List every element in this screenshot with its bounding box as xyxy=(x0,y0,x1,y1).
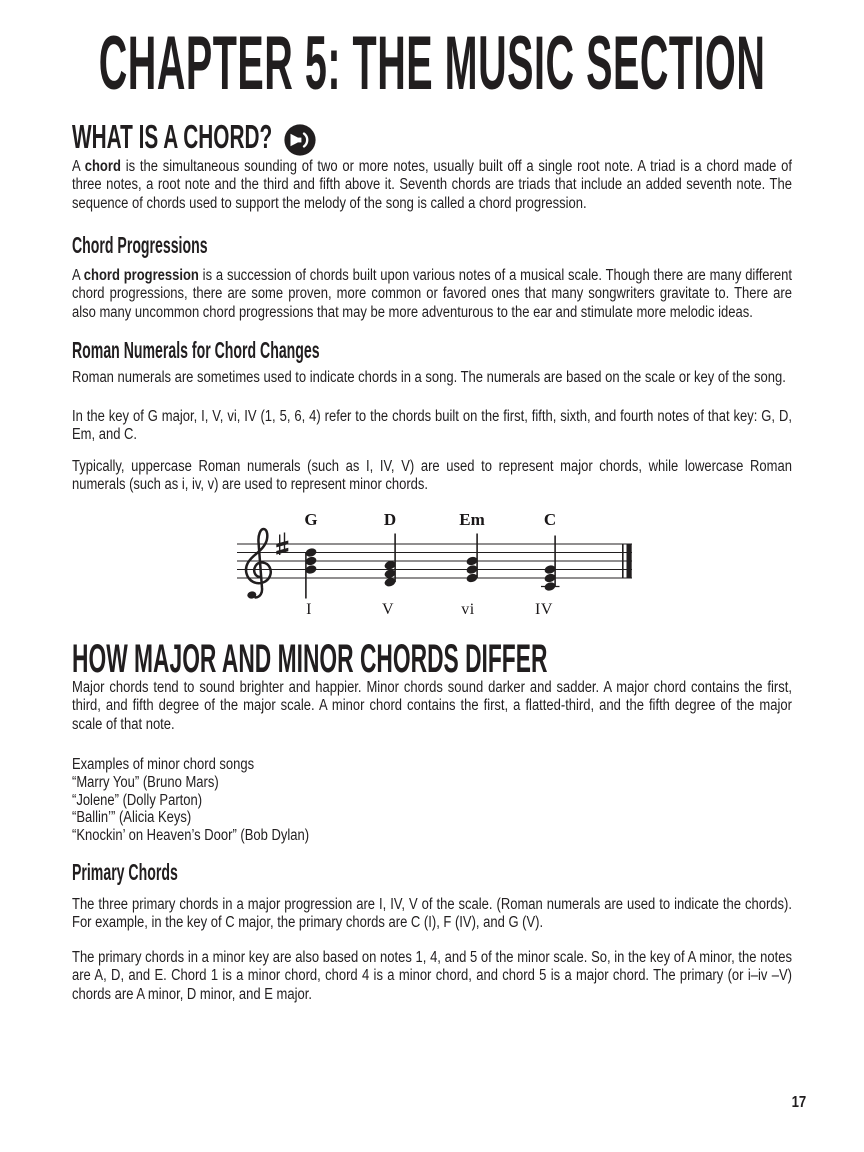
bold-term-chord: chord xyxy=(84,158,121,175)
subheading-roman-numerals: Roman Numerals for Chord Changes xyxy=(72,337,320,363)
paragraph-primary-chords-2: The primary chords in a minor key are also based on notes 1, 4, and 5 of the minor scale. So, in the key of A minor, the notes are A, D, and E. Chord 1 is a minor chord, chord 4 is a minor chord, and chord 5 is a major chord. The primary (or i–iv –V) chords are A minor, D minor, and E major. xyxy=(72,949,792,1003)
section-heading-major-minor: HOW MAJOR AND MINOR CHORDS DIFFER xyxy=(72,637,548,681)
text-run: is a succession of chords built upon various notes of a musical scale. Though there are many different chord progressions, there are some proven, more common or favored ones that many songwriters gravitate to. There are also many uncommon chord progressions that may be more adventurous to the ear and stimulate more melodic ideas. xyxy=(72,267,792,321)
roman-numeral: I xyxy=(306,601,312,618)
treble-clef xyxy=(246,529,271,599)
chord-d xyxy=(382,510,396,618)
chord-notation-figure xyxy=(230,503,640,621)
chord-g xyxy=(304,510,317,618)
minor-chord-song-examples xyxy=(72,756,792,845)
staff-lines xyxy=(237,544,632,578)
chord-c xyxy=(535,510,559,618)
subheading-primary-chords: Primary Chords xyxy=(72,859,178,885)
text-run: A xyxy=(72,158,85,175)
audio-play-button[interactable] xyxy=(283,123,317,157)
section-heading-what-is-a-chord: WHAT IS A CHORD? xyxy=(72,118,273,155)
bold-term-chord-progression: chord progression xyxy=(83,267,199,284)
paragraph-roman-numerals-1: Roman numerals are sometimes used to indicate chords in a song. The numerals are based on the scale or key of the song. xyxy=(72,369,786,386)
song-item: “Knockin’ on Heaven’s Door” (Bob Dylan) xyxy=(72,827,310,845)
paragraph-what-is-a-chord xyxy=(72,158,792,213)
paragraph-roman-numerals-3: Typically, uppercase Roman numerals (such as I, IV, V) are used to represent major chords, while lowercase Roman numerals (such as i, iv, v) are used to represent minor chords. xyxy=(72,458,792,494)
chapter-title-row xyxy=(0,21,864,106)
chord-label: Em xyxy=(459,510,485,529)
examples-intro: Examples of minor chord songs xyxy=(72,756,255,773)
subheading-chord-progressions: Chord Progressions xyxy=(72,232,208,258)
sharp-key-signature xyxy=(276,533,288,556)
chord-label: D xyxy=(383,510,397,529)
text-run: A xyxy=(72,267,84,284)
song-item: “Ballin’” (Alicia Keys) xyxy=(72,809,192,827)
final-barline xyxy=(622,544,632,578)
page-number: 17 xyxy=(791,1094,806,1111)
paragraph-roman-numerals-2: In the key of G major, I, V, vi, IV (1, 5, 6, 4) refer to the chords built on the first, fifth, sixth, and fourth notes of that key: G, D, Em, and C. xyxy=(72,408,792,444)
roman-numeral: vi xyxy=(461,601,475,618)
chord-label: G xyxy=(304,510,318,529)
text-run: is the simultaneous sounding of two or more notes, usually built off a single root note. A triad is a chord made of three notes, a root note and the third and fifth above it. Seventh chords are triads that include an added seventh note. The sequence of chords used to support the melody of the song is called a chord progression. xyxy=(72,158,792,212)
chord-label: C xyxy=(543,510,557,529)
roman-numeral: IV xyxy=(535,601,553,618)
paragraph-chord-progressions xyxy=(72,267,792,322)
song-item: “Jolene” (Dolly Parton) xyxy=(72,791,203,809)
paragraph-primary-chords-1: The three primary chords in a major progression are I, IV, V of the scale. (Roman numerals are used to indicate the chords). For example, in the key of C major, the primary chords are C (I), F (IV), and G (V). xyxy=(72,896,792,932)
chord-em xyxy=(459,510,485,618)
speaker-audio-icon xyxy=(283,123,317,157)
roman-numeral: V xyxy=(381,601,395,618)
chapter-title: CHAPTER 5: THE MUSIC SECTION xyxy=(98,21,766,106)
paragraph-major-minor: Major chords tend to sound brighter and happier. Minor chords sound darker and sadder. A major chord contains the first, third, and fifth degree of the major scale. A minor chord contains the first, a flatted-third, and the fifth degree of the major scale of that note. xyxy=(72,679,792,733)
song-item: “Marry You” (Bruno Mars) xyxy=(72,773,219,791)
